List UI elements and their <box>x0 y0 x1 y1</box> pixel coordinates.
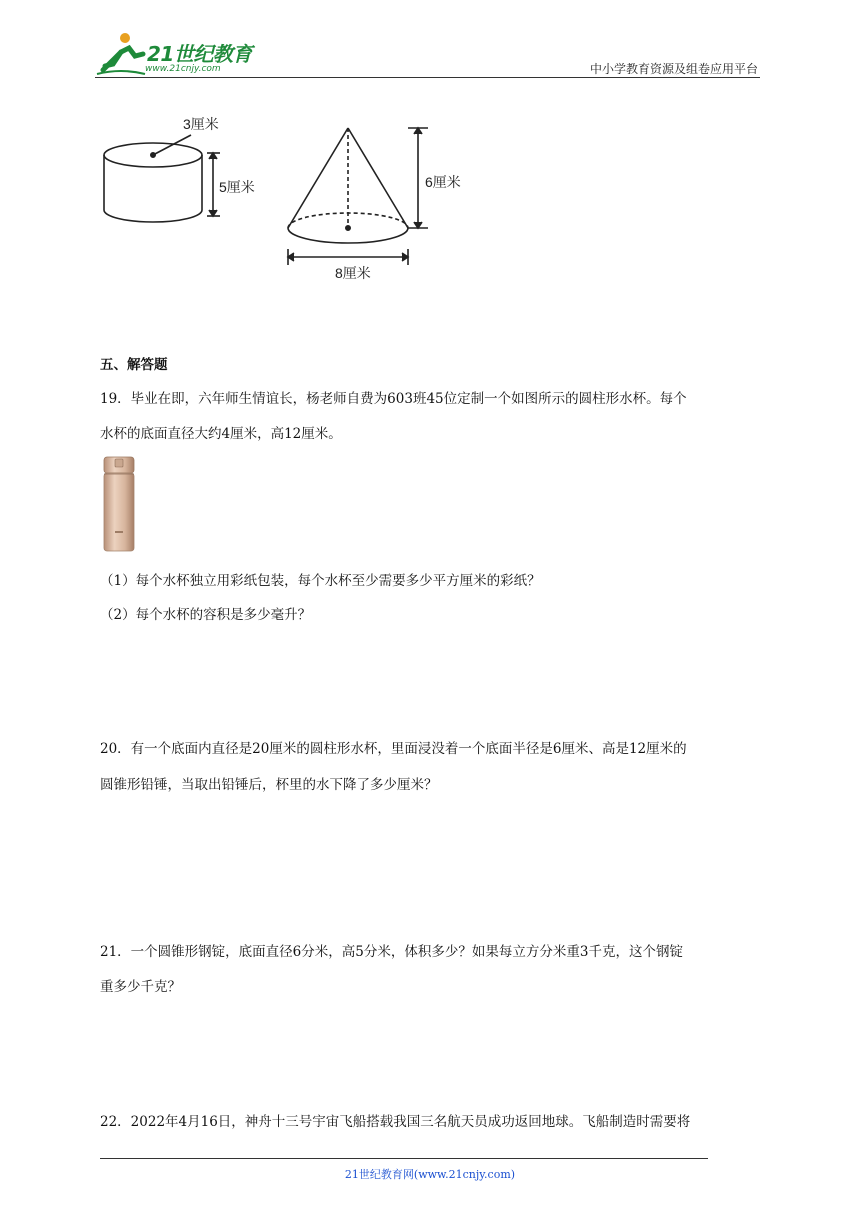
header-divider <box>95 77 760 78</box>
page-header <box>95 30 760 78</box>
q21-line2: 重多少千克？ <box>100 979 181 995</box>
cone-diameter-label: 8厘米 <box>335 265 371 281</box>
cylinder-figure <box>104 135 220 222</box>
cone-figure <box>288 128 428 265</box>
water-cup-image <box>101 455 137 553</box>
footer-link[interactable]: 21世纪教育网(www.21cnjy.com) <box>344 1168 516 1181</box>
cone-height-label: 6厘米 <box>425 174 461 190</box>
q19-sub2: （2）每个水杯的容积是多少毫升？ <box>100 607 312 623</box>
platform-name: 中小学教育资源及组卷应用平台 <box>589 62 758 76</box>
footer-divider <box>100 1158 708 1159</box>
site-logo <box>95 30 265 78</box>
q19-sub1: （1）每个水杯独立用彩纸包装，每个水杯至少需要多少平方厘米的彩纸？ <box>100 573 541 589</box>
q20-line2: 圆锥形铅锤，当取出铅锤后，杯里的水下降了多少厘米？ <box>100 777 438 793</box>
logo-url: www.21cnjy.com <box>145 64 221 74</box>
runner-logo-icon <box>95 30 147 76</box>
q20-line1: 20．有一个底面内直径是20厘米的圆柱形水杯，里面浸没着一个底面半径是6厘米、高是12厘米的 <box>100 741 687 757</box>
logo-title: 21世纪教育 <box>147 42 252 66</box>
q22-line1: 22．2022年4月16日，神舟十三号宇宙飞船搭载我国三名航天员成功返回地球。飞船制造时需要将 <box>100 1114 691 1130</box>
geometry-figures <box>95 108 475 288</box>
q19-line1: 19．毕业在即，六年师生情谊长，杨老师自费为603班45位定制一个如图所示的圆柱形水杯。每个 <box>100 391 687 407</box>
cylinder-height-label: 5厘米 <box>219 179 255 195</box>
q21-line1: 21．一个圆锥形钢锭，底面直径6分米，高5分米，体积多少？如果每立方分米重3千克，这个钢锭 <box>100 944 683 960</box>
q19-line2: 水杯的底面直径大约4厘米，高12厘米。 <box>100 426 342 442</box>
section-title: 五、解答题 <box>100 357 168 373</box>
cylinder-radius-label: 3厘米 <box>183 116 219 132</box>
